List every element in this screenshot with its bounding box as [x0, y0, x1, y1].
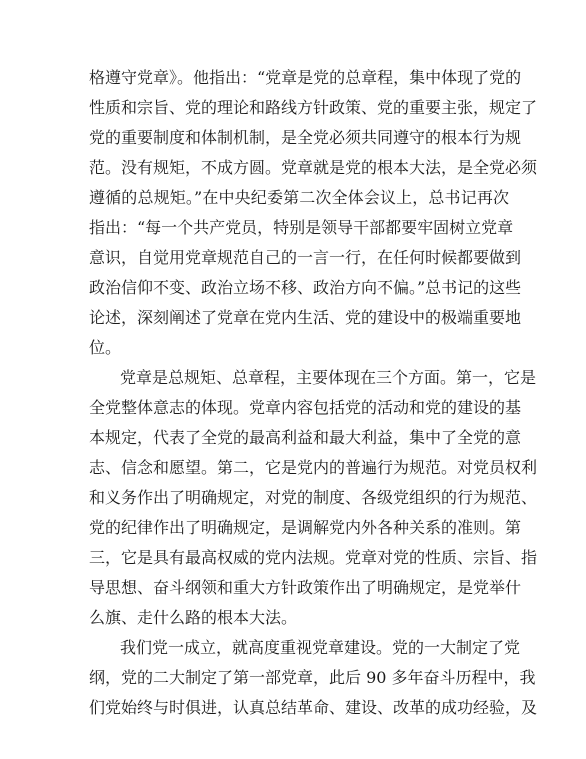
- paragraph-line: 么旗、走什么路的根本大法。: [89, 608, 298, 627]
- paragraph-line: 党章是总规矩、总章程，主要体现在三个方面。第一，它是: [120, 368, 537, 387]
- paragraph-line: 三，它是具有最高权威的党内法规。党章对党的性质、宗旨、指: [89, 548, 538, 567]
- paragraph-line: 全党整体意志的体现。党章内容包括党的活动和党的建设的基: [89, 398, 522, 417]
- paragraph-line: 格遵守党章》。他指出：“党章是党的总章程，集中体现了党的: [89, 68, 522, 87]
- paragraph-line: 党的纪律作出了明确规定，是调解党内外各种关系的准则。第: [89, 518, 522, 537]
- paragraph-line: 意识，自觉用党章规范自己的一言一行，在任何时候都要做到: [89, 248, 522, 267]
- paragraph-line: 范。没有规矩，不成方圆。党章就是党的根本大法，是全党必须: [89, 158, 538, 177]
- paragraph-line: 和义务作出了明确规定，对党的制度、各级党组织的行为规范、: [89, 488, 538, 507]
- paragraph-line: 党的重要制度和体制机制，是全党必须共同遵守的根本行为规: [89, 128, 522, 147]
- paragraph-line: 纲，党的二大制定了第一部党章，此后 90 多年奋斗历程中，我: [89, 668, 536, 687]
- paragraph-line: 位。: [89, 338, 122, 357]
- paragraph-line: 性质和宗旨、党的理论和路线方针政策、党的重要主张，规定了: [89, 98, 538, 117]
- paragraph-line: 导思想、奋斗纲领和重大方针政策作出了明确规定，是党举什: [89, 578, 522, 597]
- paragraph-line: 论述，深刻阐述了党章在党内生活、党的建设中的极端重要地: [89, 308, 522, 327]
- paragraph-line: 遵循的总规矩。”在中央纪委第二次全体会议上，总书记再次: [89, 188, 509, 207]
- paragraph-line: 政治信仰不变、政治立场不移、政治方向不偏。”总书记的这些: [89, 278, 522, 297]
- paragraph-line: 指出：“每一个共产党员，特别是领导干部都要牢固树立党章: [89, 218, 514, 237]
- paragraph-line: 我们党一成立，就高度重视党章建设。党的一大制定了党: [120, 638, 521, 657]
- paragraph-line: 本规定，代表了全党的最高利益和最大利益，集中了全党的意: [89, 428, 522, 447]
- paragraph-line: 志、信念和愿望。第二，它是党内的普遍行为规范。对党员权利: [89, 458, 538, 477]
- paragraph-line: 们党始终与时俱进，认真总结革命、建设、改革的成功经验，及: [89, 698, 538, 717]
